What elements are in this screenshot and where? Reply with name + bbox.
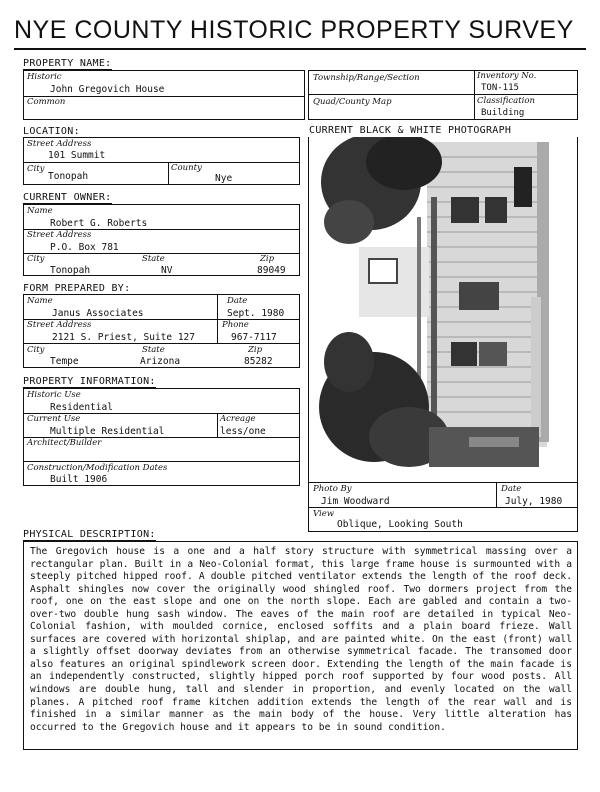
preparer-state-label: State <box>142 345 165 355</box>
classification-value: Building <box>481 108 525 118</box>
property-name-heading: PROPERTY NAME: <box>23 58 112 69</box>
photo-heading: CURRENT BLACK & WHITE PHOTOGRAPH <box>309 125 512 136</box>
owner-state-label: State <box>142 254 165 264</box>
common-name-label: Common <box>27 97 66 107</box>
preparer-zip-value: 85282 <box>244 356 273 367</box>
preparer-phone-value: 967-7117 <box>231 332 277 343</box>
owner-zip-value: 89049 <box>257 265 286 276</box>
architect-label: Architect/Builder <box>27 438 102 448</box>
property-info-heading: PROPERTY INFORMATION: <box>23 376 156 387</box>
physical-description-text: The Gregovich house is a one and a half story structure with symmetrical massing over a rectangular plan. Built in a Neo-Colonial format, this large frame house is surmounted with a steeply pitched hipped roof. A double pitched ventilator extends the length of the roof deck. Asphalt shingles now cover the originally wood shingled roof. Two dormers project from the roof, one on the east slope and one on the north slope. Each are gabled and contain a two-over-two double hung sash window. The eaves of the main roof are detailed in typical Neo-Colonial fashion, with moulded cornice, enclosed soffits and a plain board frieze. Wall surfaces are covered with horizontal shiplap, and are painted white. On the east (front) wall a slightly offset doorway deviates from an otherwise symmetrical facade. The transomed door also features an original spindlework screen door. Extending the length of the main facade is an independently constructed, slightly hipped porch roof supported by four wood posts. All windows are double hung, tall and slender in proportion, and evenly located on the wall planes. A pitched roof frame kitchen addition extends the length of the rear wall and is finished in a similar manner as the main body of the house. Very little alteration has occurred to the Gregovich house and it appears to be in sound condition. <box>30 546 572 733</box>
current-use-label: Current Use <box>27 414 81 424</box>
preparer-zip-label: Zip <box>248 345 263 355</box>
preparer-city-value: Tempe <box>50 356 79 367</box>
preparer-date-value: Sept. 1980 <box>227 308 285 319</box>
location-heading: LOCATION: <box>23 126 80 137</box>
owner-zip-label: Zip <box>260 254 275 264</box>
preparer-city-label: City <box>27 345 45 355</box>
page-title: NYE COUNTY HISTORIC PROPERTY SURVEY <box>14 16 574 44</box>
location-county-label: County <box>171 163 202 173</box>
preparer-state-value: Arizona <box>140 356 181 367</box>
preparer-street-value: 2121 S. Priest, Suite 127 <box>52 332 195 343</box>
photo-by-label: Photo By <box>313 484 352 494</box>
owner-street-label: Street Address <box>27 230 92 240</box>
survey-info-box <box>308 70 578 120</box>
historic-name-value: John Gregovich House <box>50 84 165 95</box>
construction-label: Construction/Modification Dates <box>27 463 168 473</box>
photo-date-label: Date <box>501 484 522 494</box>
preparer-date-label: Date <box>227 296 248 306</box>
owner-state-value: NV <box>161 265 173 276</box>
location-street-label: Street Address <box>27 139 92 149</box>
photo-frame <box>308 137 578 482</box>
owner-city-label: City <box>27 254 45 264</box>
historic-use-label: Historic Use <box>27 390 81 400</box>
classification-label: Classification <box>477 96 535 106</box>
photo-date-value: July, 1980 <box>505 496 563 507</box>
owner-box <box>23 204 300 276</box>
physical-description-heading: PHYSICAL DESCRIPTION: <box>23 529 156 540</box>
owner-name-value: Robert G. Roberts <box>50 218 148 229</box>
owner-name-label: Name <box>27 206 53 216</box>
acreage-value: less/one <box>220 426 266 437</box>
inventory-value: TON-115 <box>481 83 519 93</box>
historic-use-value: Residential <box>50 402 113 413</box>
house-photo <box>309 137 577 482</box>
quad-label: Quad/County Map <box>313 97 392 107</box>
historic-name-label: Historic <box>27 72 62 82</box>
physical-description-box <box>23 541 578 750</box>
location-county-value: Nye <box>215 173 233 184</box>
location-city-value: Tonopah <box>48 171 89 182</box>
preparer-name-label: Name <box>27 296 53 306</box>
owner-street-value: P.O. Box 781 <box>50 242 119 253</box>
location-box <box>23 137 300 185</box>
photo-by-value: Jim Woodward <box>321 496 390 507</box>
photo-info-box <box>308 482 578 532</box>
construction-value: Built 1906 <box>50 474 108 485</box>
property-name-box <box>23 70 305 120</box>
form-prepared-box <box>23 294 300 368</box>
acreage-label: Acreage <box>220 414 256 424</box>
preparer-name-value: Janus Associates <box>52 308 144 319</box>
owner-heading: CURRENT OWNER: <box>23 192 112 203</box>
property-info-box <box>23 388 300 486</box>
current-use-value: Multiple Residential <box>50 426 165 437</box>
inventory-label: Inventory No. <box>477 71 537 81</box>
location-street-value: 101 Summit <box>48 150 106 161</box>
photo-view-value: Oblique, Looking South <box>337 519 463 530</box>
preparer-street-label: Street Address <box>27 320 92 330</box>
location-city-label: City <box>27 164 45 174</box>
owner-city-value: Tonopah <box>50 265 91 276</box>
township-label: Township/Range/Section <box>313 73 420 83</box>
form-prepared-heading: FORM PREPARED BY: <box>23 283 131 294</box>
title-rule <box>14 48 586 50</box>
preparer-phone-label: Phone <box>222 320 249 330</box>
photo-view-label: View <box>313 509 335 519</box>
